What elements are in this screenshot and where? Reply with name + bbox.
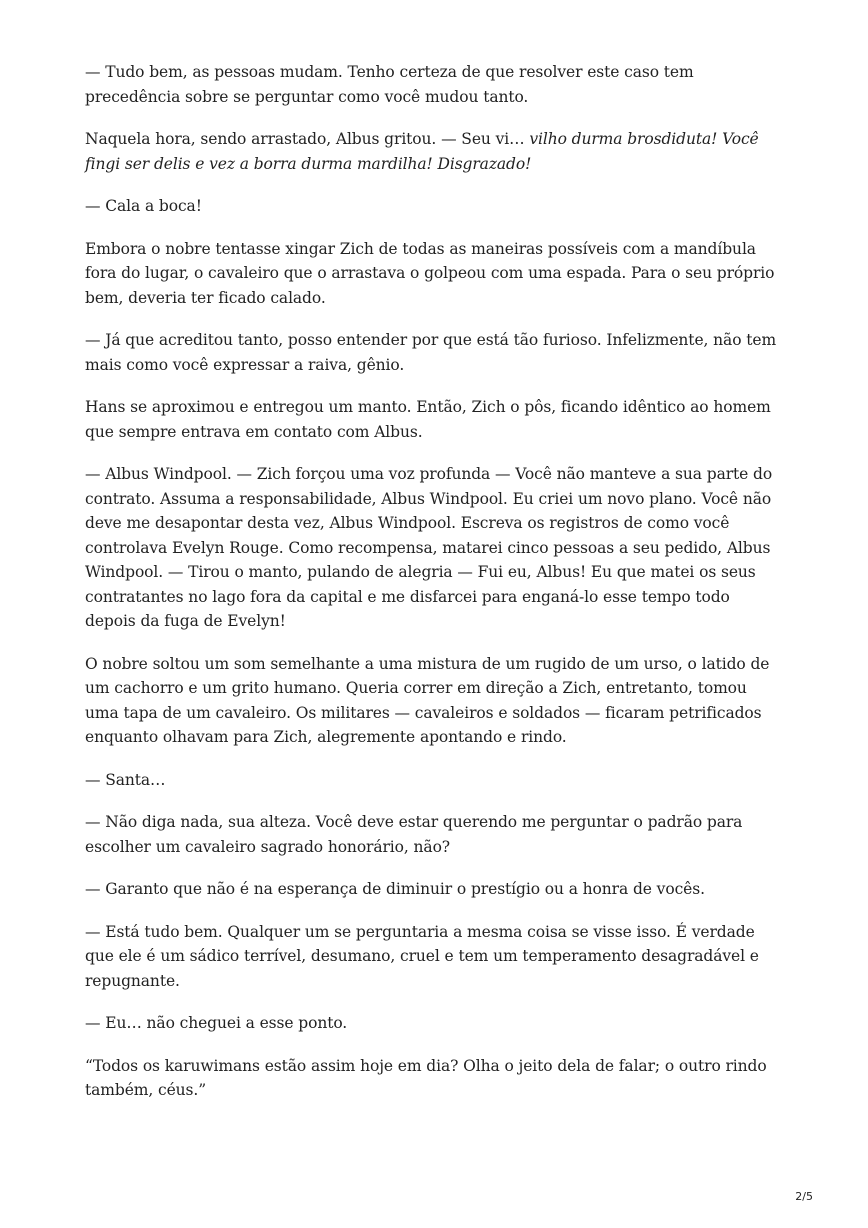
paragraph-italic-text: vilho durma brosdiduta! Você fingi ser delis e vez a borra durma mardilha! Disgrazado! xyxy=(85,130,759,173)
paragraph-9 xyxy=(85,768,785,793)
paragraph-5 xyxy=(85,328,785,377)
paragraph-14 xyxy=(85,1054,785,1103)
paragraph-10 xyxy=(85,810,785,859)
paragraph-4 xyxy=(85,237,785,311)
paragraph-7 xyxy=(85,462,785,634)
paragraph-text: — Eu… não cheguei a esse ponto. xyxy=(85,1014,348,1032)
paragraph-text: — Albus Windpool. — Zich forçou uma voz profunda — Você não manteve a sua parte do contrato. Assuma a responsabilidade, Albus Windpool. Eu criei um novo plano. Você não deve me desapontar desta vez, Albus Windpool. Escreva os registros de como você controlava Evelyn Rouge. Como recompensa, matarei cinco pessoas a seu pedido, Albus Windpool. — Tirou o manto, pulando de alegria — Fui eu, Albus! Eu que matei os seus contratantes no lago fora da capital e me disfarcei para enganá-lo esse tempo todo depois da fuga de Evelyn! xyxy=(85,465,773,630)
paragraph-3 xyxy=(85,194,785,219)
paragraph-text: Hans se aproximou e entregou um manto. Então, Zich o pôs, ficando idêntico ao homem que sempre entrava em contato com Albus. xyxy=(85,398,771,441)
paragraph-text: — Não diga nada, sua alteza. Você deve estar querendo me perguntar o padrão para escolher um cavaleiro sagrado honorário, não? xyxy=(85,813,743,856)
paragraph-text: — Está tudo bem. Qualquer um se perguntaria a mesma coisa se visse isso. É verdade que ele é um sádico terrível, desumano, cruel e tem um temperamento desagradável e repugnante. xyxy=(85,922,759,990)
document-page xyxy=(85,60,785,1121)
page-number: 2/5 xyxy=(795,1190,813,1203)
paragraph-text: O nobre soltou um som semelhante a uma mistura de um rugido de um urso, o latido de um cachorro e um grito humano. Queria correr em direção a Zich, entretanto, tomou uma tapa de um cavaleiro. Os militares — cavaleiros e soldados — ficaram petrificados enquanto olhavam para Zich, alegremente apontando e rindo. xyxy=(85,654,770,746)
paragraph-text: — Garanto que não é na esperança de diminuir o prestígio ou a honra de vocês. xyxy=(85,880,705,898)
paragraph-text: — Santa… xyxy=(85,770,166,789)
paragraph-8 xyxy=(85,652,785,750)
paragraph-11 xyxy=(85,877,785,902)
paragraph-text: — Cala a boca! xyxy=(85,197,202,215)
paragraph-13 xyxy=(85,1011,785,1036)
paragraph-1 xyxy=(85,60,785,109)
paragraph-2 xyxy=(85,127,785,176)
paragraph-12 xyxy=(85,920,785,994)
paragraph-text: “Todos os karuwimans estão assim hoje em dia? Olha o jeito dela de falar; o outro rindo também, céus.” xyxy=(85,1056,767,1099)
paragraph-text: — Já que acreditou tanto, posso entender por que está tão furioso. Infelizmente, não tem mais como você expressar a raiva, gênio. xyxy=(85,331,777,374)
paragraph-text: Naquela hora, sendo arrastado, Albus gritou. — Seu vi… xyxy=(85,130,530,148)
paragraph-6 xyxy=(85,395,785,444)
paragraph-text: Embora o nobre tentasse xingar Zich de todas as maneiras possíveis com a mandíbula fora do lugar, o cavaleiro que o arrastava o golpeou com uma espada. Para o seu próprio bem, deveria ter ficado calado. xyxy=(85,239,775,307)
paragraph-text: — Tudo bem, as pessoas mudam. Tenho certeza de que resolver este caso tem precedência sobre se perguntar como você mudou tanto. xyxy=(85,63,694,106)
